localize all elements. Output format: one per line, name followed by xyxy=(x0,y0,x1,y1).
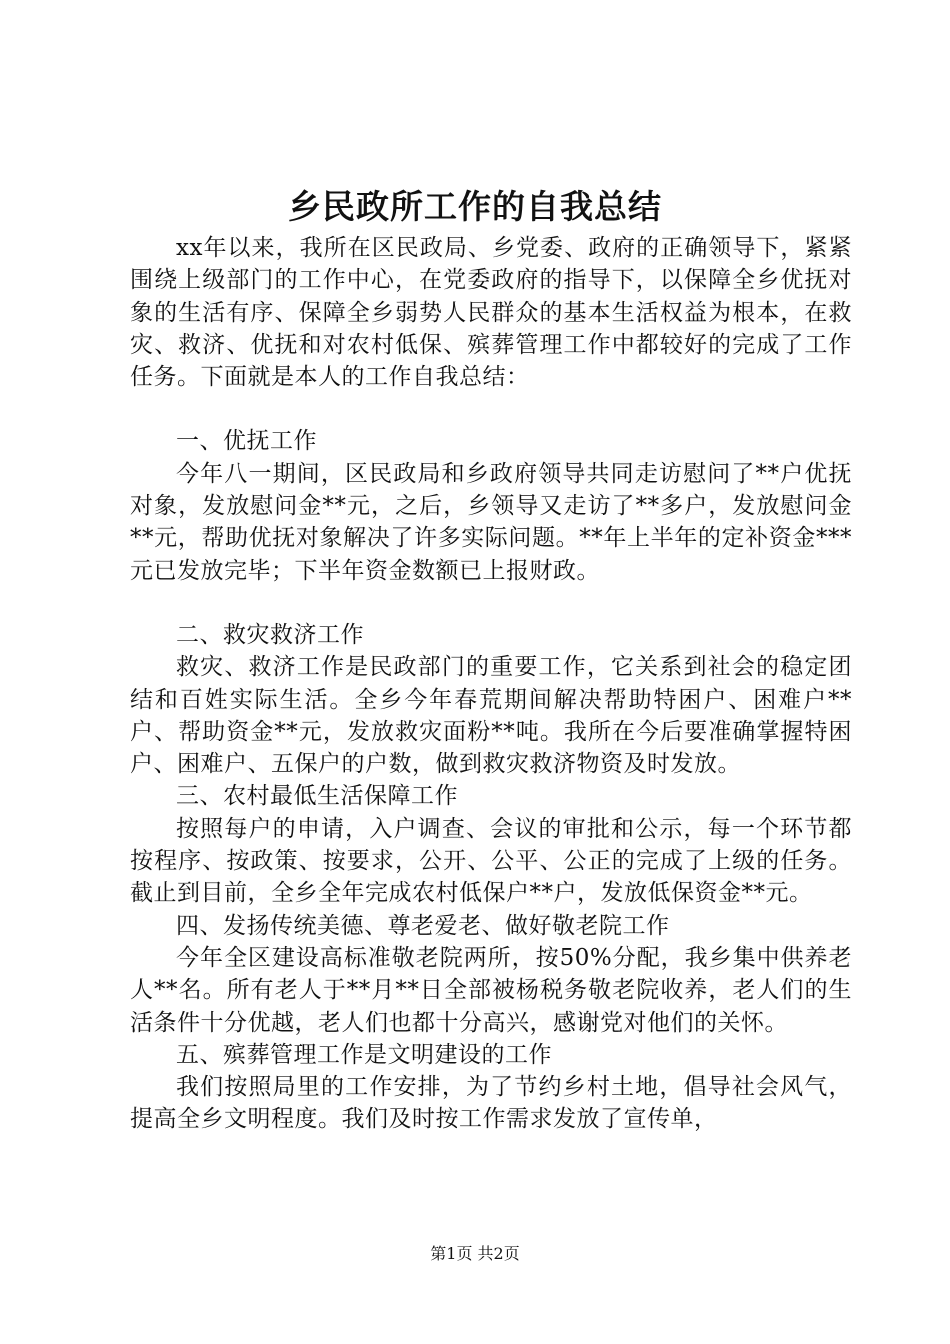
document-body xyxy=(130,232,852,1136)
intro-paragraph: xx年以来，我所在区民政局、乡党委、政府的正确领导下，紧紧围绕上级部门的工作中心，在党委政府的指导下，以保障全乡优抚对象的生活有序、保障全乡弱势人民群众的基本生活权益为根本，在救灾、救济、优抚和对农村低保、殡葬管理工作中都较好的完成了工作任务。下面就是本人的工作自我总结： xyxy=(130,235,852,391)
section-text-5: 我们按照局里的工作安排，为了节约乡村土地，倡导社会风气，提高全乡文明程度。我们及时按工作需求发放了宣传单， xyxy=(130,1074,852,1133)
section-heading-5: 五、殡葬管理工作是文明建设的工作 xyxy=(176,1041,552,1068)
section-text-1: 今年八一期间，区民政局和乡政府领导共同走访慰问了**户优抚对象，发放慰问金**元，之后，乡领导又走访了**多户，发放慰问金**元，帮助优抚对象解决了许多实际问题。**年上半年的定补资金***元已发放完毕；下半年资金数额已上报财政。 xyxy=(130,460,852,584)
page-footer: 第1页 共2页 xyxy=(430,1244,520,1263)
document-title: 乡民政所工作的自我总结 xyxy=(288,187,662,226)
section-text-4: 今年全区建设高标准敬老院两所，按50%分配，我乡集中供养老人**名。所有老人于**月**日全部被杨税务敬老院收养，老人们的生活条件十分优越，老人们也都十分高兴，感谢党对他们的关怀。 xyxy=(130,944,852,1036)
section-text-2: 救灾、救济工作是民政部门的重要工作，它关系到社会的稳定团结和百姓实际生活。全乡今年春荒期间解决帮助特困户、困难户**户、帮助资金**元，发放救灾面粉**吨。我所在今后要准确掌握特困户、困难户、五保户的户数，做到救灾救济物资及时发放。 xyxy=(130,654,852,778)
section-text-3: 按照每户的申请，入户调查、会议的审批和公示，每一个环节都按程序、按政策、按要求，公开、公平、公正的完成了上级的任务。截止到目前，全乡全年完成农村低保户**户，发放低保资金**元。 xyxy=(130,815,852,907)
section-heading-2: 二、救灾救济工作 xyxy=(176,621,364,648)
section-heading-4: 四、发扬传统美德、尊老爱老、做好敬老院工作 xyxy=(176,912,670,939)
section-heading-3: 三、农村最低生活保障工作 xyxy=(176,783,458,810)
section-heading-1: 一、优抚工作 xyxy=(176,428,317,455)
